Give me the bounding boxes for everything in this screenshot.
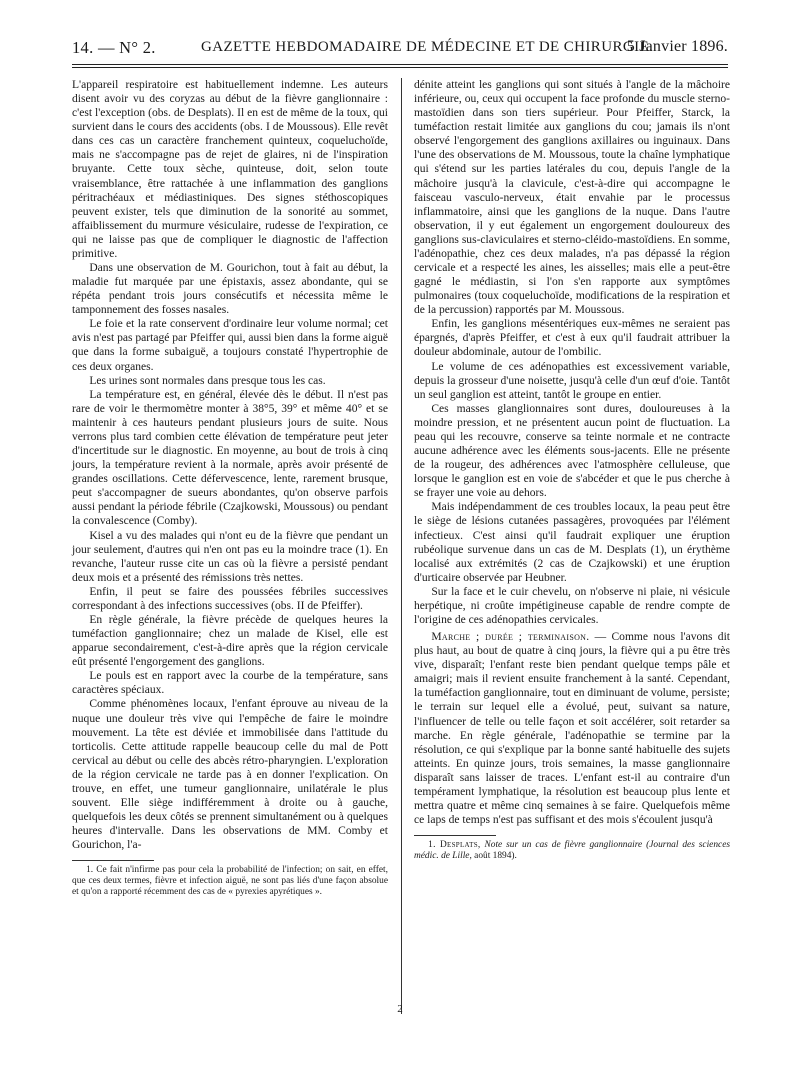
paragraph: En règle générale, la fièvre précède de quelques heures la tuméfaction ganglionnaire; chez un malade de Kisel, elle est apparue secondairement, c'est-à-dire après que la région cervicale eût présenté l'engorgement des ganglions. <box>72 613 388 669</box>
page-number: 2 <box>397 1003 403 1015</box>
paragraph: Dans une observation de M. Gourichon, tout à fait au début, la maladie fut marquée par une épistaxis, assez abondante, qui se répéta pendant trois jours consécutifs et nécessita même le tamponnement des fosses nasales. <box>72 262 388 317</box>
paragraph: L'appareil respiratoire est habituellement indemne. Les auteurs disent avoir vu des coryzas au début de la fièvre ganglionnaire : c'est l'exception (obs. de Desplats). Il en est de même de la toux, qui survient dans le cours des accidents (obs. I de Moussous). Elle revêt dans ces cas un caractère franchement quinteux, coqueluchoïde, mais ne s'accompagne pas de rejet de glaires, ni de l'inspiration bruyante. Cette toux sèche, quinteuse, doit, selon toute vraisemblance, être rattachée à une inflammation des ganglions péritrachéaux et médiastiniques. Des signes stéthoscopiques peuvent exister, tels que diminution de la sonorité au sommet, affaiblissement du murmure vésiculaire, rudesse de l'expiration, ce qui ne laisse pas que de compliquer le diagnostic de l'affection primitive. <box>72 79 388 260</box>
header-rule-thick <box>72 67 728 68</box>
paragraph: Kisel a vu des malades qui n'ont eu de la fièvre que pendant un jour seulement, d'autres qui n'en ont pas eu la moindre trace (1). En revanche, l'auteur russe cite un cas où la fièvre a persisté pendant deux mois et a présenté des rémissions très nettes. <box>72 529 388 584</box>
paragraph: Le foie et la rate conservent d'ordinaire leur volume normal; cet avis n'est pas partagé par Pfeiffer qui, aussi bien dans la forme aiguë que dans la forme subaiguë, a toujours constaté l'hypertrophie de ces deux organes. <box>72 318 388 373</box>
issue-date: 5 Janvier 1896. <box>626 38 728 55</box>
paragraph: Enfin, il peut se faire des poussées fébriles successives correspondant à des infections successives (obs. II de Pfeiffer). <box>72 585 388 612</box>
paragraph: Les urines sont normales dans presque tous les cas. <box>89 374 326 387</box>
paragraph: Mais indépendamment de ces troubles locaux, la peau peut être le siège de lésions cutanées passagères, provoquées par l'élément infectieux. C'est ainsi qu'il faudrait expliquer une éruption rubéolique survenue dans un cas de M. Desplats (1), un érythème localisé aux extrémités (2 cas de Czajkowski) et une éruption d'urticaire observée par Heubner. <box>414 501 730 584</box>
section-paragraph <box>414 630 730 827</box>
journal-title: GAZETTE HEBDOMADAIRE DE MÉDECINE ET DE CHIRURGIE. <box>201 39 654 55</box>
header-rule-thin <box>72 64 728 65</box>
section-heading: Marche ; durée ; terminaison. <box>431 631 590 644</box>
footnote-title: Note sur un cas de fièvre ganglionnaire (Journal des sciences médic. de Lille, <box>414 840 731 862</box>
paragraph: Le volume de ces adénopathies est excessivement variable, depuis la grosseur d'une noisette, jusqu'à celle d'un œuf d'oie. Tantôt un seul ganglion est atteint, tantôt le groupe en entier. <box>414 360 730 401</box>
running-header <box>72 36 728 60</box>
paragraph: Sur la face et le cuir chevelu, on n'observe ni plaie, ni vésicule herpétique, ni croûte impétigineuse capable de rendre compte de l'origine de ces adénopathies cervicales. <box>414 585 730 626</box>
section-text: — Comme nous l'avons dit plus haut, au bout de quatre à cinq jours, la fièvre qui a pu être très vive, disparaît; l'enfant reste bien pendant quelque temps pâle et amaigri; mais il revient ensuite franchement à la santé. Cependant, la tuméfaction ganglionnaire, tout en diminuant de volume, persiste; le terrain sur lequel elle a évolué, peut, suivant sa nature, l'influencer de telle ou telle façon et soit accélérer, soit retarder sa marche. En règle générale, l'adénopathie se termine par la résolution, ce qui s'explique par la bonne santé habituelle des sujets atteints. En quinze jours, trois semaines, la masse ganglionnaire disparaît sans laisser de traces. L'enfant est-il au contraire d'un tempérament lymphatique, la résolution est beaucoup plus lente et mettra quatre et même cinq semaines à se faire. Quelquefois même ce laps de temps n'est pas suffisant et des mois s'écoulent jusqu'à <box>414 631 730 827</box>
paragraph: La température est, en général, élevée dès le début. Il n'est pas rare de voir le thermomètre monter à 38°5, 39° et même 40° et se maintenir à ces hauteurs pendant plusieurs jours de suite. Nous verrons plus tard combien cette élévation de température peut jeter d'incertitude sur le diagnostic. En moyenne, au bout de trois à cinq jours, la température revient à la normale, après avoir présenté de grandes oscillations. Cette défervescence, lente, rarement brusque, peut s'accompagner de sueurs abondantes, qu'on observe parfois aussi pendant la période fébrile (Czajkowski, Moussous) ou pendant la convalescence (Comby). <box>72 388 388 528</box>
footnote <box>414 840 730 862</box>
right-column <box>414 78 730 862</box>
paragraph: Enfin, les ganglions mésentériques eux-mêmes ne seraient pas épargnés, d'après Pfeiffer, et c'est à eux qu'il faudrait attribuer la douleur abdominale, autour de l'ombilic. <box>414 318 730 359</box>
paragraph: Ces masses glanglionnaires sont dures, douloureuses à la moindre pression, et ne présentent aucun point de fluctuation. La peau qui les recouvre, conserve sa teinte normale et ne contracte aucune adhérence avec les éléments sous-jacents. Elle ne présente de la rougeur, des adhérences avec l'atmosphère celluleuse, que lorsque le ganglion est en voie de s'abcéder et que le pus cherche à se frayer une voie au dehors. <box>414 402 730 500</box>
footnote-date: août 1894). <box>474 851 517 862</box>
paragraph: dénite atteint les ganglions qui sont situés à l'angle de la mâchoire inférieure, ou, ceux qui occupent la face profonde du muscle sterno-mastoïdien dans son tiers supérieur. Pour Pfeiffer, Starck, la tuméfaction restait limitée aux ganglions du cou; jamais ils n'ont observé l'engorgement des ganglions axillaires ou inguinaux. Dans l'une des observations de M. Moussous, toute la chaîne lymphatique qui s'étend sur les parties latérales du cou, depuis l'angle de la mâchoire jusqu'à la clavicule, c'est-à-dire qui accompagne le faisceau vasculo-nerveux, était envahie par le processus inflammatoire, ainsi que les ganglions de la nuque. Dans l'autre observation, il y eut également un engorgement douloureux des ganglions sus-claviculaires et sterno-cléido-mastoïdiens. En somme, l'adénopathie, chez ces deux malades, n'a pas dépassé la région cervicale et a respecté les aines, les aisselles; mais elle a peut-être gagné le médiastin, si l'on s'en rapporte aux symptômes pulmonaires (toux coqueluchoïde, modifications de la respiration et de la percussion) rapportés par M. Moussous. <box>414 79 730 317</box>
issue-number: 14. — N° 2. <box>72 38 156 57</box>
footnote-rule <box>72 860 154 861</box>
column-divider <box>401 78 402 1014</box>
left-column <box>72 78 388 898</box>
paragraph: Le pouls est en rapport avec la courbe de la température, sans caractères spéciaux. <box>72 670 388 697</box>
footnote-author: 1. Desplats, <box>428 840 481 851</box>
footnote: 1. Ce fait n'infirme pas pour cela la probabilité de l'infection; on sait, en effet, que ces deux termes, fièvre et infection aiguë, ne sont pas liés d'une façon absolue et qu'on a rapporté récemment des cas de « pyrexies apyrétiques ». <box>72 865 388 898</box>
footnote-rule <box>414 835 496 836</box>
paragraph: Comme phénomènes locaux, l'enfant éprouve au niveau de la nuque une douleur très vive qui l'empêche de faire le moindre mouvement. La tête est déviée et immobilisée dans l'attitude du torticolis. Cette attitude rappelle beaucoup celle du mal de Pott cervical au début ou celle des abcès rétro-pharyngien. L'exploration de la région cervicale ne tarde pas à en donner l'explication. On trouve, en effet, une tumeur ganglionnaire, unilatérale le plus souvent. Elle siège indifféremment à droite ou à gauche, quelquefois les deux côtés se prennent simultanément ou à quelques heures d'intervalle. Dans les observations de MM. Comby et Gourichon, l'a- <box>72 698 388 852</box>
